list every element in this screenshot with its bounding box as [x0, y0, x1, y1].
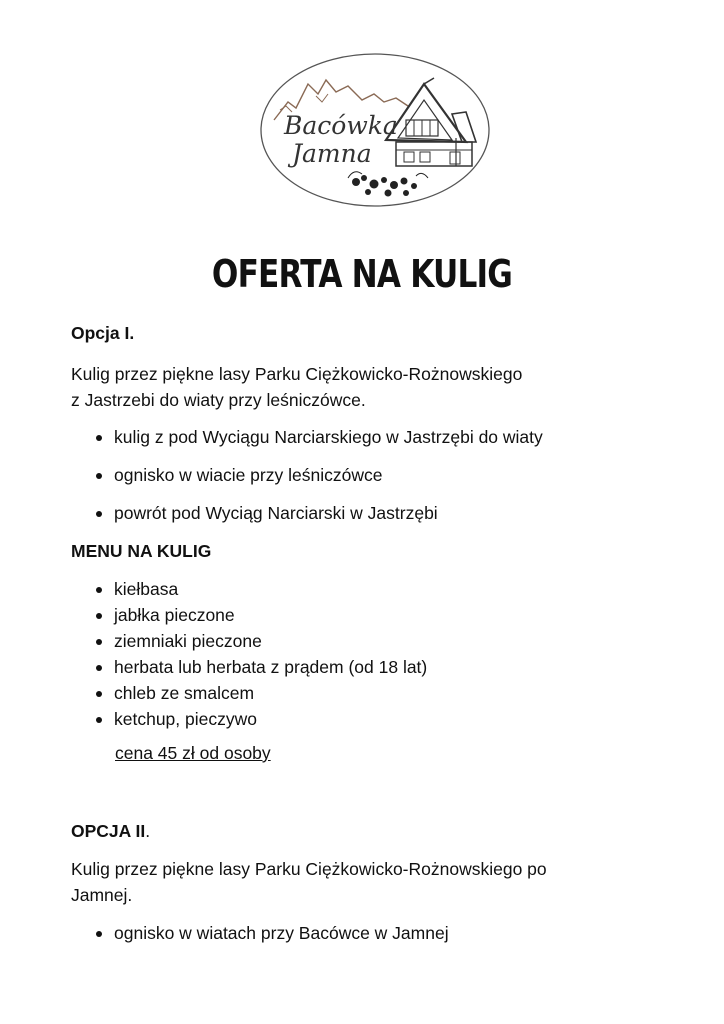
- option1-list: [96, 424, 543, 538]
- option2-desc-line1: Kulig przez piękne lasy Parku Ciężkowicko-Rożnowskiego po: [71, 859, 547, 879]
- option2-heading-suffix: .: [145, 821, 151, 841]
- page-title: OFERTA NA KULIG: [211, 252, 513, 296]
- option2-description: [71, 856, 547, 908]
- list-item: ziemniaki pieczone: [96, 628, 427, 654]
- logo-text-line1: Bacówka: [284, 111, 398, 140]
- option2-list: [96, 920, 449, 946]
- list-item: ognisko w wiatach przy Bacówce w Jamnej: [96, 920, 449, 946]
- menu-list: [96, 576, 427, 732]
- logo-text-line2: Jamna: [292, 139, 372, 168]
- list-item: kulig z pod Wyciągu Narciarskiego w Jastrzębi do wiaty: [96, 424, 543, 450]
- list-item: herbata lub herbata z prądem (od 18 lat): [96, 654, 427, 680]
- option2-heading: OPCJA II: [71, 821, 146, 841]
- list-item: ketchup, pieczywo: [96, 706, 427, 732]
- option1-desc-line1: Kulig przez piękne lasy Parku Ciężkowicko-Rożnowskiego: [71, 364, 523, 384]
- list-item: ognisko w wiacie przy leśniczówce: [96, 462, 543, 488]
- chalet-mountain-logo-icon: [256, 50, 494, 212]
- list-item: chleb ze smalcem: [96, 680, 427, 706]
- list-item: kiełbasa: [96, 576, 427, 602]
- option1-heading: Opcja I.: [71, 323, 135, 343]
- list-item: powrót pod Wyciąg Narciarski w Jastrzębi: [96, 500, 543, 526]
- menu-heading: MENU NA KULIG: [71, 541, 212, 561]
- price-text: cena 45 zł od osoby: [115, 743, 271, 763]
- option2-desc-line2: Jamnej.: [71, 885, 133, 905]
- option1-desc-line2: z Jastrzebi do wiaty przy leśniczówce.: [71, 390, 366, 410]
- option2-heading-line: [71, 818, 150, 844]
- bacowka-jamna-logo: [256, 50, 494, 212]
- list-item: jabłka pieczone: [96, 602, 427, 628]
- option1-description: [71, 361, 522, 413]
